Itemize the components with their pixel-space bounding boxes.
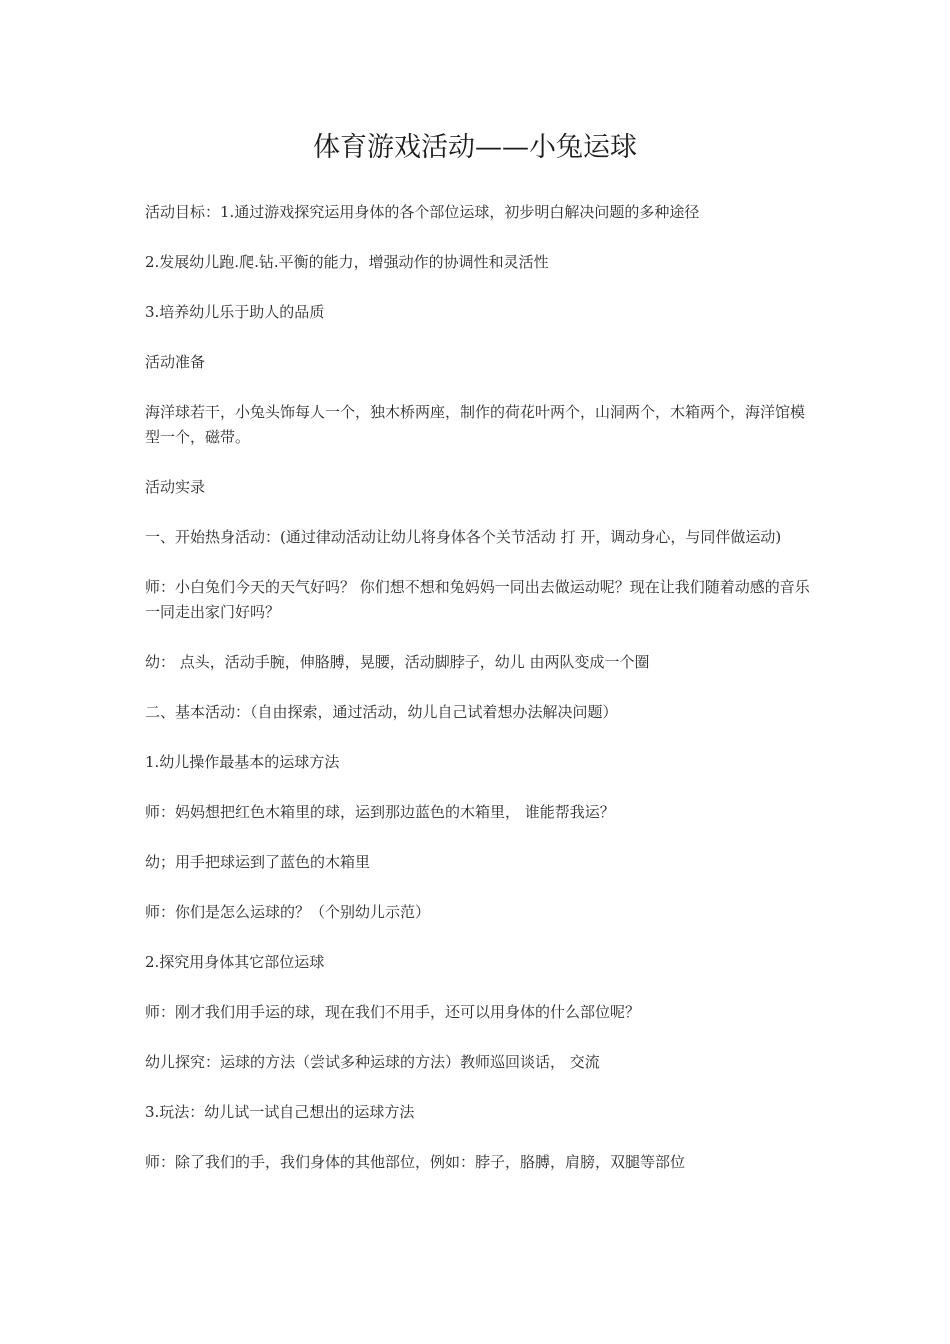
- paragraph-child-1: 幼： 点头，活动手腕，伸胳膊，晃腰，活动脚脖子，幼儿 由两队变成一个圈: [145, 653, 650, 671]
- paragraph-child-2: 幼；用手把球运到了蓝色的木箱里: [145, 853, 371, 871]
- document-body: [145, 200, 810, 1200]
- paragraph-teacher-2: 师：妈妈想把红色木箱里的球，运到那边蓝色的木箱里， 谁能帮我运？: [145, 803, 615, 821]
- paragraph-teacher-1: 师：小白兔们今天的天气好吗？ 你们想不想和兔妈妈一同出去做运动呢？现在让我们随着动感的音乐一同走出家门好吗？: [145, 578, 810, 621]
- paragraph-objective-2: 2.发展幼儿跑.爬.钻.平衡的能力，增强动作的协调性和灵活性: [145, 253, 549, 271]
- paragraph-teacher-5: 师：除了我们的手，我们身体的其他部位，例如：脖子，胳膊，肩膀，双腿等部位: [145, 1153, 686, 1171]
- section-heading-record: 活动实录: [145, 478, 206, 496]
- paragraph-objective-3: 3.培养幼儿乐于助人的品质: [145, 303, 325, 321]
- paragraph-basic-activity: 二、基本活动：（自由探索，通过活动，幼儿自己试着想办法解决问题）: [145, 703, 618, 721]
- section-heading-preparation: 活动准备: [145, 353, 206, 371]
- paragraph-objective-1: 活动目标：1.通过游戏探究运用身体的各个部位运球，初步明白解决问题的多种途径: [145, 203, 700, 221]
- paragraph-step-1: 1.幼儿操作最基本的运球方法: [145, 753, 340, 771]
- paragraph-step-2: 2.探究用身体其它部位运球: [145, 953, 325, 971]
- paragraph-teacher-3: 师：你们是怎么运球的？（个别幼儿示范）: [145, 903, 431, 921]
- paragraph-warmup: 一、开始热身活动：(通过律动活动让幼儿将身体各个关节活动 打 开，调动身心，与同伴做运动): [145, 528, 782, 546]
- paragraph-preparation: 海洋球若干，小兔头饰每人一个，独木桥两座，制作的荷花叶两个，山洞两个，木箱两个，海洋馆模型一个，磁带。: [145, 403, 806, 446]
- paragraph-teacher-4: 师：刚才我们用手运的球，现在我们不用手，还可以用身体的什么部位呢？: [145, 1003, 641, 1021]
- document-title: 体育游戏活动——小兔运球: [313, 132, 637, 163]
- paragraph-step-3: 3.玩法：幼儿试一试自己想出的运球方法: [145, 1103, 415, 1121]
- paragraph-child-explore: 幼儿探究：运球的方法（尝试多种运球的方法）教师巡回谈话， 交流: [145, 1053, 600, 1071]
